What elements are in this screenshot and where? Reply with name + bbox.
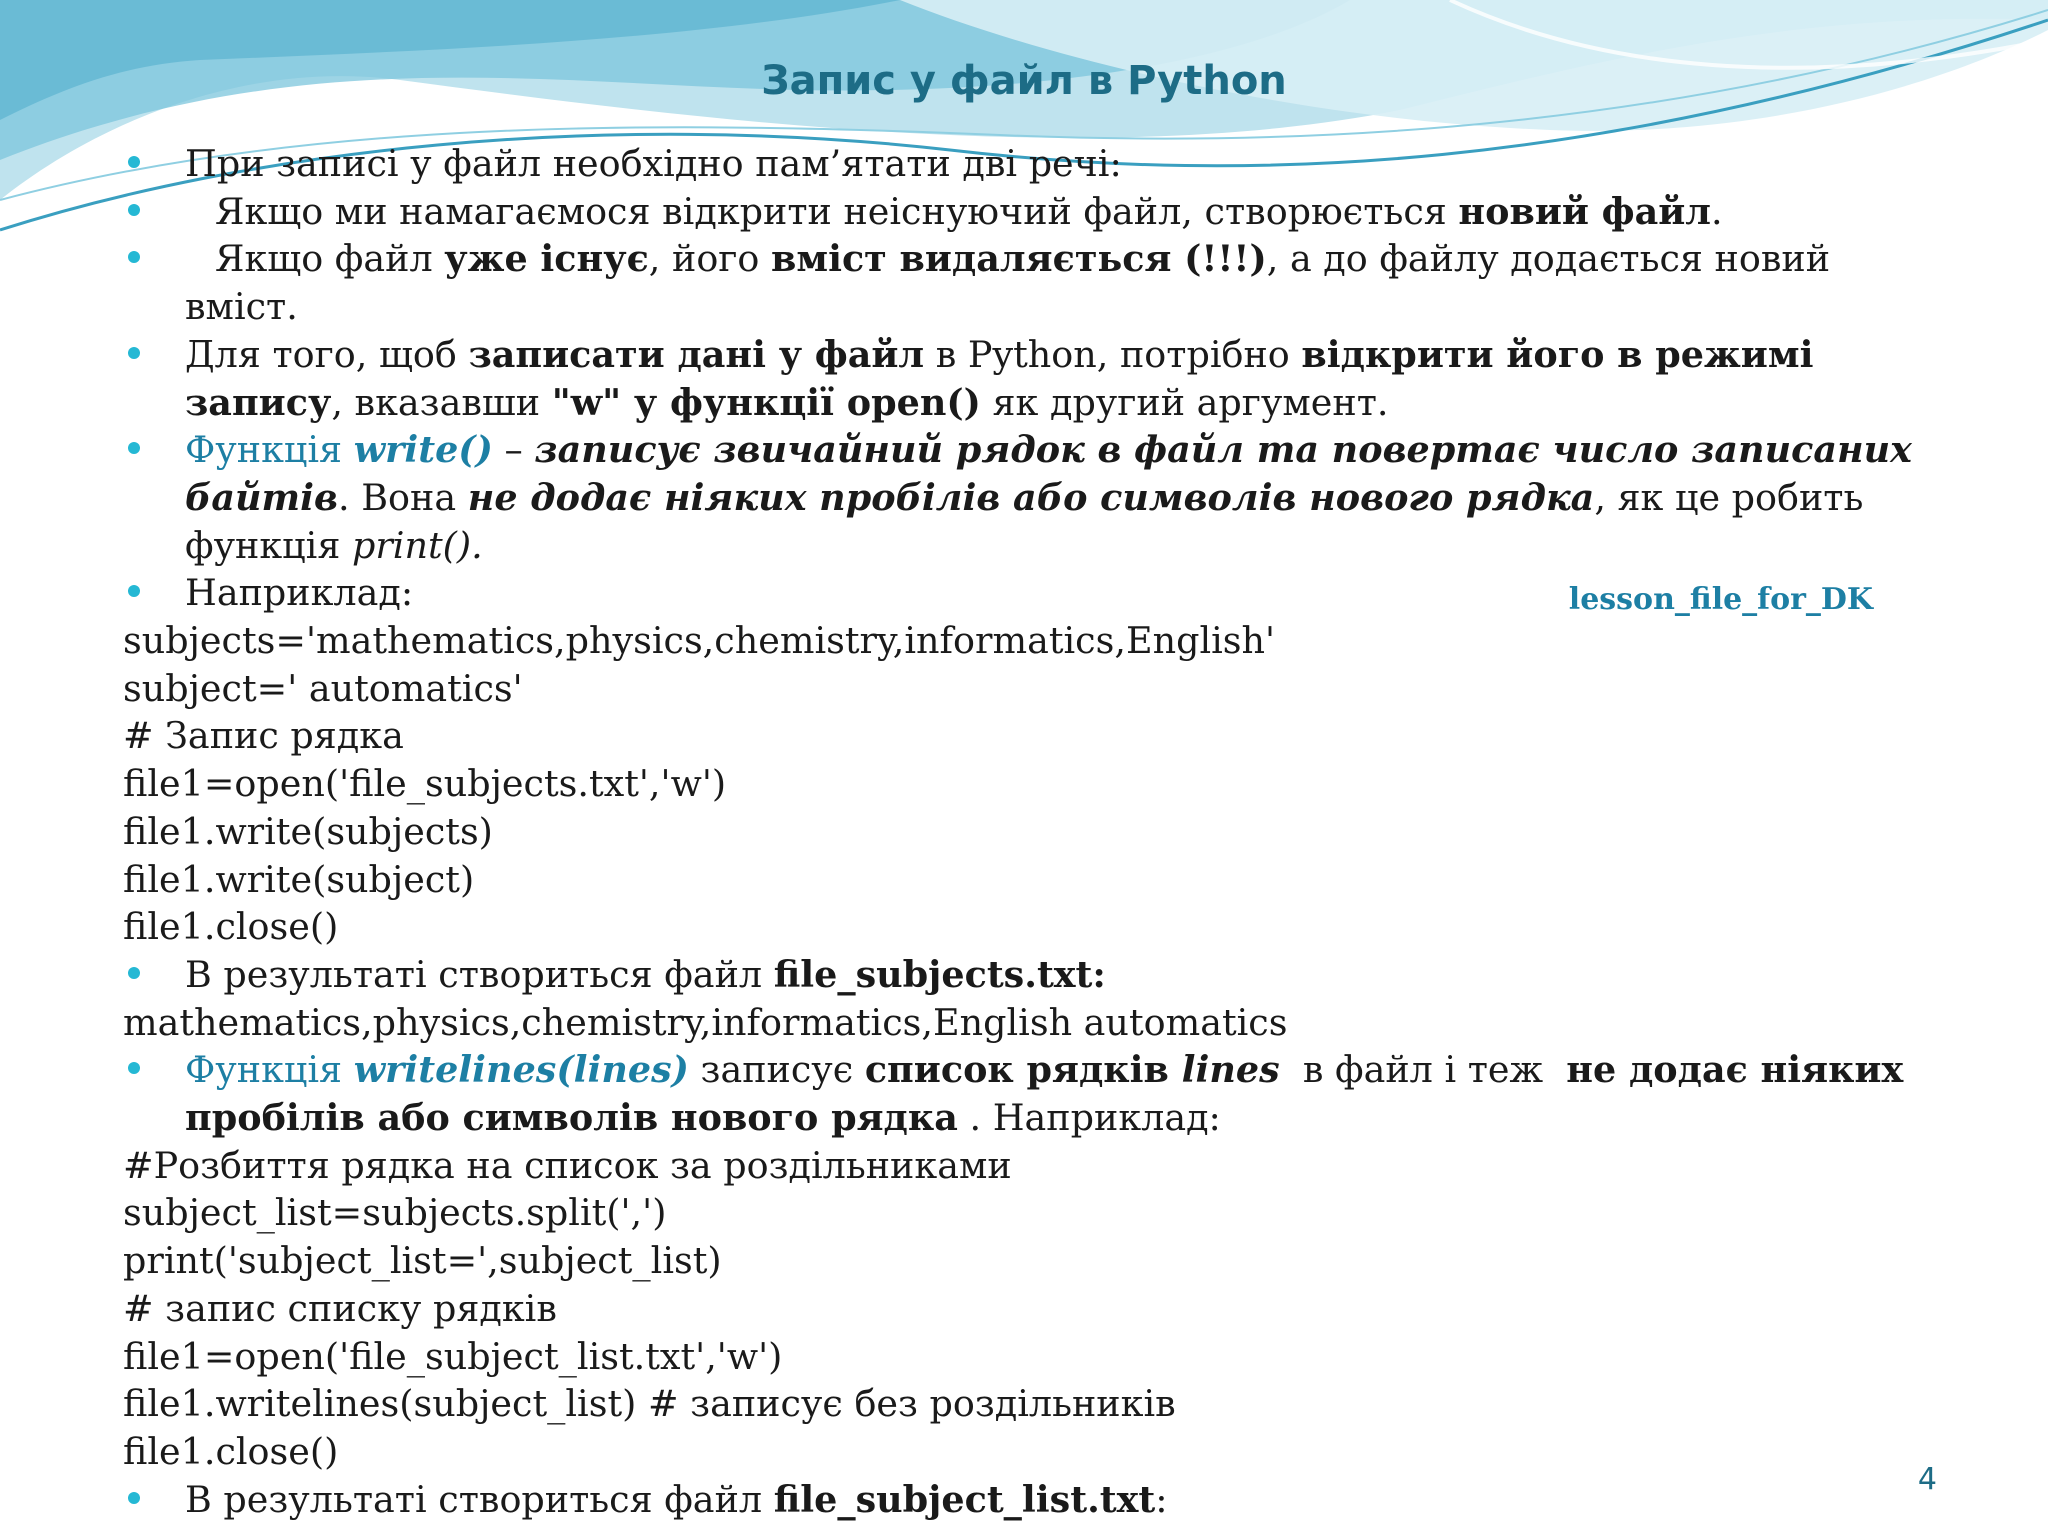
bullet-continuation [123, 474, 1923, 522]
function-name: write() [353, 428, 493, 472]
lesson-file-link[interactable]: lesson_file_for_DK [1568, 582, 1873, 617]
bullet-text: функція [185, 523, 352, 567]
italic-term: print(). [351, 523, 483, 567]
output-line: mathematics,physics,chemistry,informatics,English automatics [123, 1000, 1288, 1044]
page-number: 4 [1917, 1462, 1937, 1497]
code-line: file1.writelines(subject_list) # записує без роздільників [123, 1382, 1176, 1426]
bold-term: file_subjects.txt: [773, 952, 1106, 996]
bold-term: список рядків [864, 1048, 1182, 1092]
code-line: subject=' automatics' [123, 666, 523, 710]
code-line: subjects='mathematics,physics,chemistry,informatics,English' [123, 619, 1276, 663]
bullet-text: При записі у файл необхідно пам’ятати дві речі: [185, 142, 1122, 185]
code-line: file1=open('file_subjects.txt','w') [123, 762, 727, 806]
code-line: print('subject_list=',subject_list) [123, 1239, 722, 1283]
code-line: file1.close() [123, 1429, 339, 1473]
bullet-continuation [123, 1094, 1923, 1142]
bullet-text: . Наприклад: [957, 1096, 1221, 1140]
bullet-continuation [123, 522, 1923, 570]
bullet-item [123, 188, 1923, 236]
slide-title: Запис у файл в Python [761, 58, 1287, 104]
bullet-item [123, 235, 1923, 283]
bullet-text: в Python, потрібно [924, 332, 1302, 376]
slide-body [123, 140, 1923, 1523]
bullet-item [123, 140, 1923, 188]
bullet-text: . [1711, 189, 1723, 233]
bold-italic-term: записує звичайний рядок в файл та повертає число записаних [534, 428, 1912, 472]
bold-italic-term: lines [1181, 1048, 1280, 1092]
bullet-item [123, 951, 1923, 999]
code-line: # Запис рядка [123, 714, 404, 758]
code-line: file1.write(subjects) [123, 809, 493, 853]
bold-italic-term: не додає ніяких пробілів або символів нового рядка [467, 475, 1595, 519]
function-label: Функція [185, 1048, 354, 1092]
bullet-text: В результаті створиться файл [185, 1477, 774, 1521]
bullet-item [123, 1046, 1923, 1094]
bullet-text: Наприклад: [185, 571, 414, 615]
bullet-text: : [1155, 1477, 1168, 1521]
bold-term: "w" у функції open() [551, 380, 981, 424]
bold-term: file_subject_list.txt [773, 1477, 1156, 1521]
bullet-text: – [492, 428, 535, 472]
bullet-text: В результаті створиться файл [185, 952, 774, 996]
bullet-text: , а до файлу додається новий [1266, 237, 1831, 281]
bold-term: записати дані у файл [468, 332, 925, 376]
bullet-text: , його [648, 237, 772, 281]
bullet-text: , як це робить [1594, 475, 1864, 519]
code-line: file1.write(subject) [123, 857, 475, 901]
bold-italic-term: байтів [185, 475, 339, 519]
bullet-continuation [123, 379, 1923, 427]
code-line: file1.close() [123, 905, 339, 949]
bullet-text: записує [688, 1048, 865, 1092]
bold-term: запису [185, 380, 332, 424]
bold-term: пробілів або символів нового рядка [185, 1096, 958, 1140]
bullet-text: . Вона [338, 475, 468, 519]
code-line: #Розбиття рядка на список за роздільниками [123, 1143, 1012, 1187]
bullet-text: , вказавши [331, 380, 552, 424]
code-line: subject_list=subjects.split(',') [123, 1191, 667, 1235]
bold-term: відкрити його в режимі [1301, 332, 1814, 376]
bold-term: новий файл [1458, 189, 1712, 233]
bullet-text: Для того, щоб [185, 332, 469, 376]
function-name: writelines(lines) [353, 1048, 689, 1092]
bullet-text: як другий аргумент. [980, 380, 1389, 424]
bullet-item [123, 331, 1923, 379]
bold-term: уже існує [444, 237, 649, 281]
bullet-text: в файл і теж [1279, 1048, 1567, 1092]
bullet-item [123, 426, 1923, 474]
bullet-text: Якщо файл [215, 237, 445, 281]
code-line: # запис списку рядків [123, 1286, 557, 1330]
code-line: file1=open('file_subject_list.txt','w') [123, 1334, 783, 1378]
bold-term: вміст видаляється (!!!) [771, 237, 1267, 281]
bullet-item [123, 1476, 1923, 1524]
function-label: Функція [185, 428, 354, 472]
bold-term: не додає ніяких [1566, 1048, 1904, 1092]
bullet-text: Якщо ми намагаємося відкрити неіснуючий файл, створюється [215, 189, 1459, 233]
bullet-continuation: вміст. [185, 285, 298, 329]
